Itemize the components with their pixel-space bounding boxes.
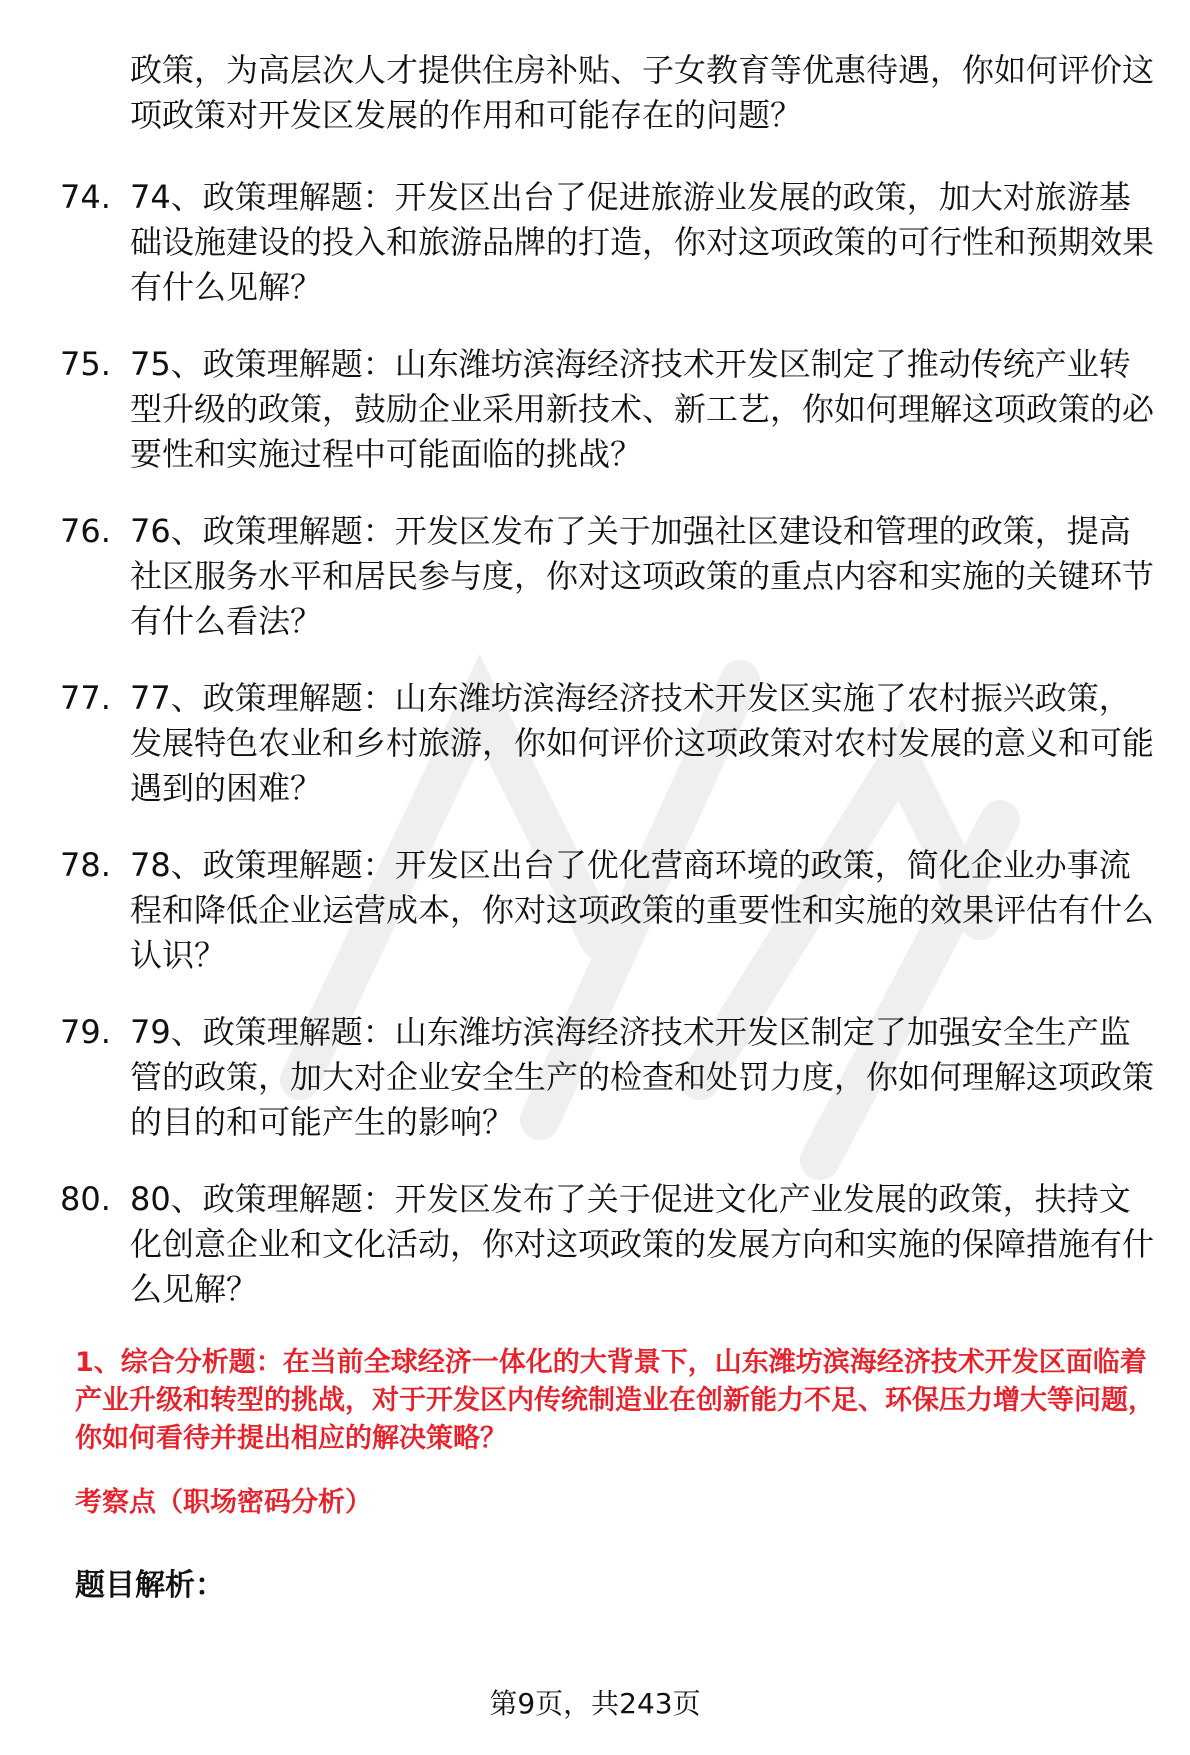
question-text: 75、政策理解题：山东潍坊滨海经济技术开发区制定了推动传统产业转型升级的政策，鼓励企业采用新技术、新工艺，你如何理解这项政策的必要性和实施过程中可能面临的挑战？ xyxy=(130,345,1155,473)
question-number: 80. xyxy=(60,1180,111,1218)
question-number: 78. xyxy=(60,846,111,884)
question-text: 76、政策理解题：开发区发布了关于加强社区建设和管理的政策，提高社区服务水平和居民参与度，你对这项政策的重点内容和实施的关键环节有什么看法？ xyxy=(130,512,1155,640)
question-number: 76. xyxy=(60,512,111,550)
question-item xyxy=(60,342,1160,477)
question-item xyxy=(60,175,1160,310)
question-number: 75. xyxy=(60,345,111,383)
page-footer: 第9页，共243页 xyxy=(489,1687,701,1720)
question-item xyxy=(60,509,1160,644)
question-text: 74、政策理解题：开发区出台了促进旅游业发展的政策，加大对旅游基础设施建设的投入和旅游品牌的打造，你对这项政策的可行性和预期效果有什么见解？ xyxy=(130,178,1155,306)
question-item xyxy=(60,676,1160,811)
question-text: 78、政策理解题：开发区出台了优化营商环境的政策，简化企业办事流程和降低企业运营成本，你对这项政策的重要性和实施的效果评估有什么认识？ xyxy=(130,846,1155,974)
previous-question-continuation: 政策，为高层次人才提供住房补贴、子女教育等优惠待遇，你如何评价这项政策对开发区发展的作用和可能存在的问题？ xyxy=(130,51,1155,134)
question-number: 74. xyxy=(60,178,111,216)
question-text: 77、政策理解题：山东潍坊滨海经济技术开发区实施了农村振兴政策，发展特色农业和乡村旅游，你如何评价这项政策对农村发展的意义和可能遇到的困难？ xyxy=(130,679,1155,807)
question-item xyxy=(60,1010,1160,1145)
assessment-point-label: 考察点（职场密码分析） xyxy=(75,1487,372,1518)
analysis-question: 1、综合分析题：在当前全球经济一体化的大背景下，山东潍坊滨海经济技术开发区面临着产业升级和转型的挑战，对于开发区内传统制造业在创新能力不足、环保压力增大等问题，你如何看待并提出相应的解决策略？ xyxy=(75,1347,1155,1454)
question-item xyxy=(60,843,1160,978)
question-number: 79. xyxy=(60,1013,111,1051)
question-text: 80、政策理解题：开发区发布了关于促进文化产业发展的政策，扶持文化创意企业和文化活动，你对这项政策的发展方向和实施的保障措施有什么见解？ xyxy=(130,1180,1155,1308)
question-analysis-heading: 题目解析： xyxy=(75,1568,225,1603)
question-text: 79、政策理解题：山东潍坊滨海经济技术开发区制定了加强安全生产监管的政策，加大对企业安全生产的检查和处罚力度，你如何理解这项政策的目的和可能产生的影响？ xyxy=(130,1013,1155,1141)
question-item xyxy=(60,1177,1160,1312)
question-number: 77. xyxy=(60,679,111,717)
question-list xyxy=(60,175,1160,1344)
